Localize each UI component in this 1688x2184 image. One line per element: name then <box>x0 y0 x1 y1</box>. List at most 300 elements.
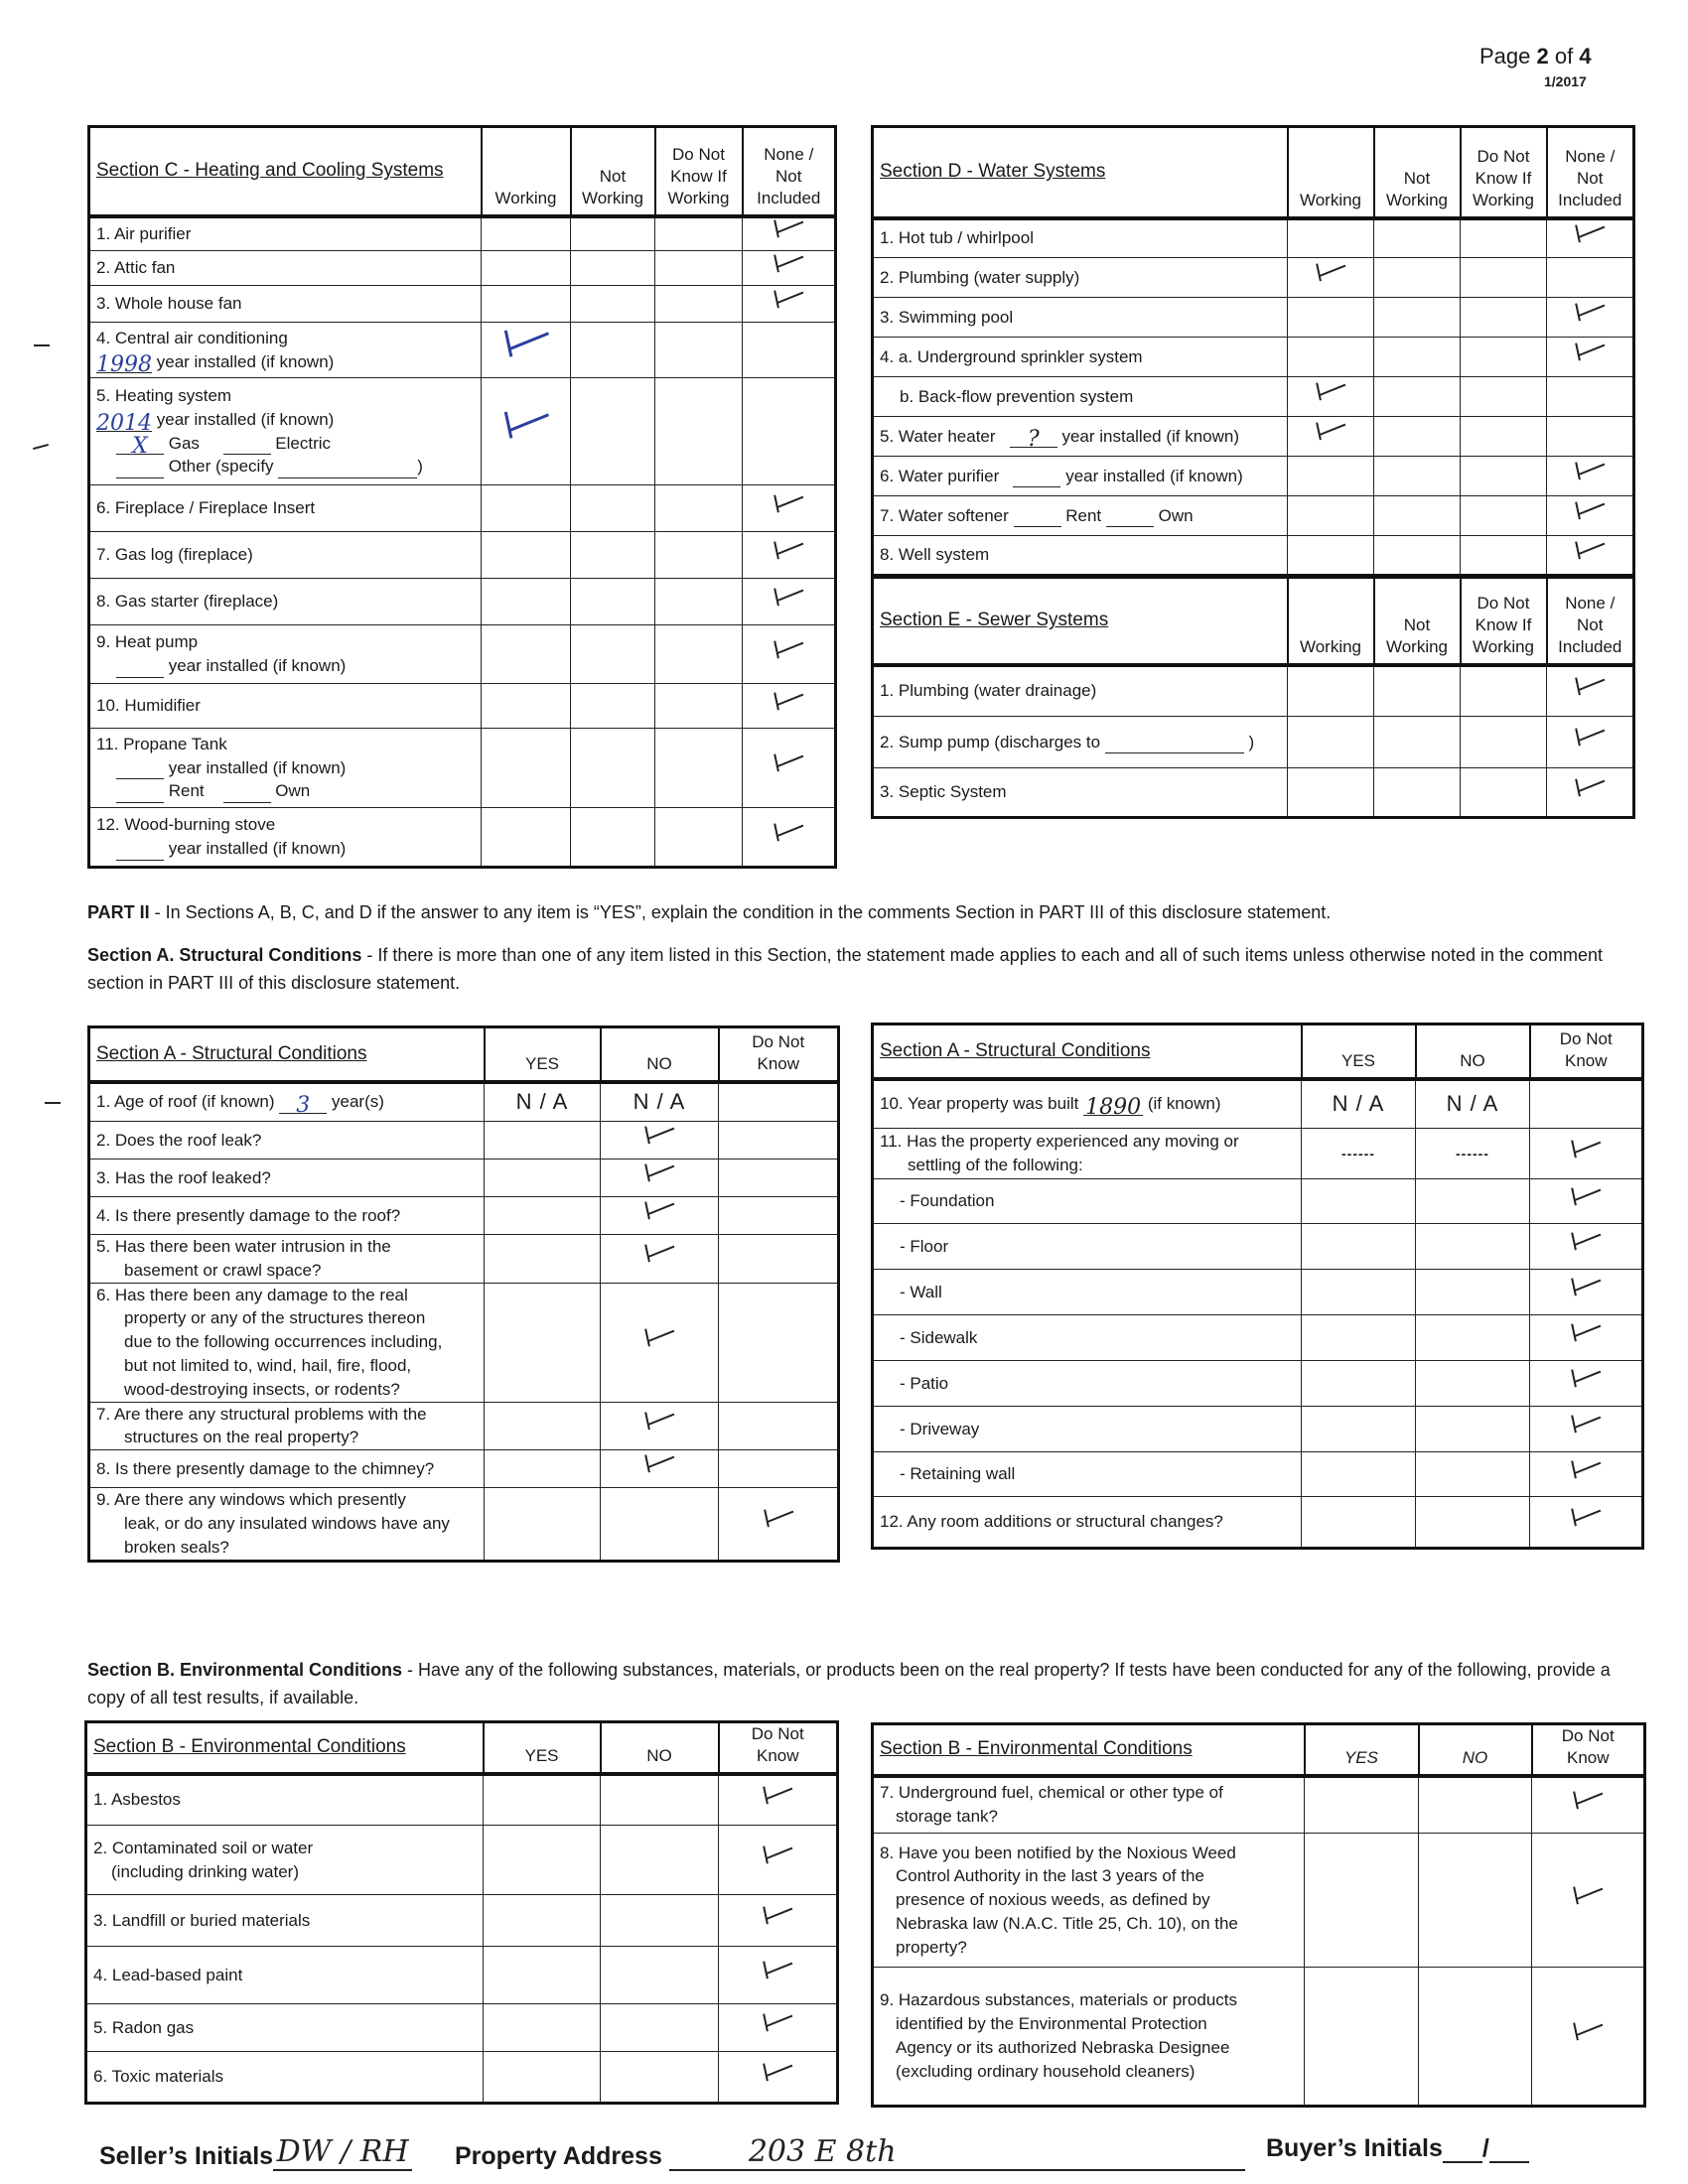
col-not-working: Not Working <box>1374 578 1461 665</box>
checkmark-icon <box>642 1416 676 1432</box>
checkbox-do-not-know[interactable] <box>655 729 743 808</box>
table-row <box>89 1122 839 1160</box>
checkbox-none[interactable] <box>1547 258 1634 298</box>
section-e-table <box>871 576 1635 819</box>
checkbox-do-not-know[interactable] <box>1530 1270 1643 1315</box>
checkbox-working[interactable] <box>1288 496 1374 536</box>
checkbox-none[interactable] <box>743 378 836 485</box>
checkmark-icon <box>1573 346 1607 362</box>
checkbox-no[interactable] <box>1416 1497 1530 1549</box>
item-label: - Foundation <box>900 1191 995 1211</box>
checkbox-do-not-know[interactable] <box>1461 417 1547 457</box>
checkbox-no[interactable] <box>601 1826 719 1895</box>
checkbox-not-working[interactable] <box>571 378 655 485</box>
electric-field[interactable] <box>223 436 271 455</box>
checkbox-none[interactable] <box>743 729 836 808</box>
checkbox-none[interactable] <box>1547 717 1634 768</box>
checkbox-working[interactable] <box>1288 338 1374 377</box>
checkbox-none[interactable] <box>743 286 836 323</box>
checkbox-no[interactable] <box>601 1947 719 2004</box>
checkbox-do-not-know[interactable] <box>1530 1361 1643 1407</box>
checkbox-yes[interactable]: N / A <box>1302 1079 1416 1129</box>
margin-mark <box>45 1102 61 1104</box>
item-label: 4. Lead-based paint <box>86 1947 484 2004</box>
item-label: 2. Attic fan <box>89 251 482 286</box>
checkbox-not-working[interactable] <box>1374 377 1461 417</box>
checkbox-no[interactable]: N / A <box>601 1082 719 1122</box>
checkbox-do-not-know[interactable] <box>1461 338 1547 377</box>
checkbox-do-not-know[interactable] <box>1530 1407 1643 1452</box>
seller-initials-field[interactable]: DW / RH <box>273 2134 412 2171</box>
checkbox-no[interactable] <box>1416 1315 1530 1361</box>
checkbox-do-not-know[interactable] <box>655 216 743 251</box>
checkbox-working[interactable] <box>482 286 571 323</box>
year-installed-field[interactable]: 1998 <box>96 352 152 378</box>
checkbox-no[interactable] <box>601 1895 719 1947</box>
checkbox-do-not-know[interactable] <box>719 1082 839 1122</box>
item-label: 8. Gas starter (fireplace) <box>89 579 482 625</box>
checkbox-working[interactable] <box>482 625 571 684</box>
checkbox-not-working[interactable] <box>571 808 655 868</box>
checkbox-do-not-know[interactable] <box>1461 665 1547 717</box>
gas-field[interactable]: X <box>116 436 164 455</box>
checkbox-do-not-know[interactable] <box>1461 496 1547 536</box>
checkbox-yes[interactable] <box>1302 1497 1416 1549</box>
checkmark-icon <box>761 1965 794 1980</box>
checkbox-do-not-know[interactable] <box>655 579 743 625</box>
col-yes: YES <box>485 1027 601 1082</box>
checkbox-no[interactable] <box>601 1774 719 1826</box>
checkbox-do-not-know[interactable] <box>1530 1079 1643 1129</box>
table-row <box>873 1315 1643 1361</box>
checkbox-yes[interactable] <box>484 1947 601 2004</box>
checkbox-yes[interactable] <box>1302 1452 1416 1497</box>
item-label: 7. Gas log (fireplace) <box>89 532 482 579</box>
item-label: 7. Underground fuel, chemical or other type of storage tank? <box>873 1776 1305 1834</box>
table-row: 10. Year property was built 1890 (if known) N / A N / A <box>873 1079 1643 1129</box>
checkmark-icon <box>642 1167 676 1183</box>
checkbox-not-working[interactable] <box>1374 218 1461 258</box>
checkbox-do-not-know[interactable] <box>1461 717 1547 768</box>
checkbox-none[interactable] <box>1547 417 1634 457</box>
checkbox-yes[interactable] <box>485 1197 601 1235</box>
checkbox-working[interactable] <box>482 579 571 625</box>
item-label: 2. Contaminated soil or water (including drinking water) <box>86 1826 484 1895</box>
checkbox-no[interactable] <box>1419 1834 1532 1968</box>
checkbox-not-working[interactable] <box>571 216 655 251</box>
year-installed-field[interactable]: 2014 <box>96 410 152 436</box>
checkmark-icon <box>1573 732 1607 748</box>
checkbox-do-not-know[interactable] <box>1461 258 1547 298</box>
checkbox-yes[interactable] <box>485 1402 601 1450</box>
checkbox-not-working[interactable] <box>1374 496 1461 536</box>
checkbox-not-working[interactable] <box>571 251 655 286</box>
checkbox-do-not-know[interactable] <box>1532 1834 1645 1968</box>
checkbox-yes[interactable] <box>485 1235 601 1284</box>
checkbox-do-not-know[interactable] <box>719 1450 839 1488</box>
checkbox-none[interactable] <box>743 216 836 251</box>
checkbox-not-working[interactable] <box>1374 536 1461 576</box>
checkbox-do-not-know[interactable] <box>1530 1315 1643 1361</box>
checkbox-not-working[interactable] <box>571 684 655 729</box>
year-installed-field[interactable] <box>1013 469 1060 487</box>
checkbox-working[interactable] <box>482 729 571 808</box>
checkbox-none[interactable] <box>1547 496 1634 536</box>
checkbox-do-not-know[interactable] <box>719 1488 839 1561</box>
checkmark-icon <box>1569 1327 1603 1343</box>
item-label: 6. Fireplace / Fireplace Insert <box>89 485 482 532</box>
checkbox-do-not-know[interactable] <box>719 2052 838 2104</box>
year-installed-field[interactable]: ? <box>1010 429 1057 448</box>
checkbox-do-not-know[interactable] <box>655 251 743 286</box>
checkbox-yes[interactable] <box>1302 1361 1416 1407</box>
margin-mark <box>33 444 49 450</box>
checkbox-no[interactable] <box>601 2052 719 2104</box>
checkbox-do-not-know[interactable] <box>1530 1179 1643 1224</box>
checkbox-working[interactable] <box>1288 768 1374 818</box>
table-row <box>89 1402 839 1450</box>
table-row <box>873 298 1634 338</box>
checkbox-do-not-know[interactable] <box>1461 536 1547 576</box>
checkbox-none[interactable] <box>1547 338 1634 377</box>
table-row: 5. Water heater ? year installed (if known) <box>873 417 1634 457</box>
col-working: Working <box>1288 578 1374 665</box>
checkbox-not-working[interactable] <box>571 485 655 532</box>
checkbox-working[interactable] <box>482 532 571 579</box>
form-revision: 1/2017 <box>1544 73 1587 89</box>
checkbox-do-not-know[interactable] <box>1530 1497 1643 1549</box>
item-label: 8. Have you been notified by the Noxious Weed Control Authority in the last 3 years of the presence of noxious weeds, as defined by Nebraska law (N.A.C. Title 25, Ch. 10), on the property? <box>873 1834 1305 1968</box>
checkbox-no[interactable] <box>601 2004 719 2052</box>
checkbox-none[interactable] <box>1547 377 1634 417</box>
checkbox-yes[interactable] <box>485 1488 601 1561</box>
item-label: - Driveway <box>900 1419 980 1438</box>
checkbox-none[interactable] <box>743 684 836 729</box>
table-row: 9. Heat pump year installed (if known) <box>89 625 836 684</box>
year-installed-field[interactable] <box>116 659 164 678</box>
checkbox-do-not-know[interactable] <box>719 2004 838 2052</box>
checkbox-do-not-know[interactable] <box>719 1774 838 1826</box>
checkbox-do-not-know[interactable] <box>719 1947 838 2004</box>
table-row <box>873 1452 1643 1497</box>
checkbox-yes[interactable] <box>1305 1776 1419 1834</box>
checkbox-working[interactable] <box>482 323 571 378</box>
property-address-field[interactable]: 203 E 8th <box>669 2134 1245 2171</box>
checkbox-do-not-know[interactable] <box>655 532 743 579</box>
checkbox-working[interactable] <box>482 808 571 868</box>
checkbox-no[interactable] <box>601 1488 719 1561</box>
checkbox-no[interactable]: N / A <box>1416 1079 1530 1129</box>
checkbox-do-not-know[interactable] <box>1461 377 1547 417</box>
checkbox-do-not-know[interactable] <box>655 625 743 684</box>
item-label: - Wall <box>900 1282 942 1301</box>
page-total: 4 <box>1579 44 1592 68</box>
item-label: - Sidewalk <box>900 1327 978 1347</box>
checkbox-do-not-know[interactable] <box>655 485 743 532</box>
checkmark-icon <box>1573 307 1607 323</box>
checkbox-working[interactable] <box>482 684 571 729</box>
section-b-title: Section B - Environmental Conditions <box>86 1722 484 1774</box>
checkbox-no[interactable] <box>1416 1179 1530 1224</box>
checkbox-none[interactable] <box>1547 536 1634 576</box>
roof-age-field[interactable]: 3 <box>279 1095 327 1114</box>
item-label: 2. Plumbing (water supply) <box>873 258 1288 298</box>
checkbox-yes[interactable] <box>485 1283 601 1402</box>
own-field[interactable] <box>1106 508 1154 527</box>
checkbox-do-not-know[interactable] <box>655 323 743 378</box>
section-d-title: Section D - Water Systems <box>873 127 1288 218</box>
checkbox-do-not-know[interactable] <box>719 1197 839 1235</box>
rent-field[interactable] <box>1014 508 1061 527</box>
checkbox-working[interactable] <box>1288 298 1374 338</box>
checkbox-no[interactable] <box>601 1402 719 1450</box>
checkbox-not-working[interactable] <box>571 286 655 323</box>
col-do-not-know: Do Not Know <box>719 1027 839 1082</box>
checkbox-no[interactable] <box>1416 1224 1530 1270</box>
checkbox-do-not-know[interactable] <box>719 1402 839 1450</box>
item-label: 6. Water purifier <box>880 466 1000 485</box>
checkmark-icon <box>761 2017 794 2033</box>
section-a-title: Section A - Structural Conditions <box>89 1027 485 1082</box>
checkbox-not-working[interactable] <box>571 729 655 808</box>
table-row <box>873 768 1634 818</box>
item-label: 7. Water softener <box>880 505 1009 525</box>
checkmark-icon <box>1314 267 1347 283</box>
checkbox-working[interactable] <box>482 251 571 286</box>
checkbox-do-not-know[interactable] <box>719 1283 839 1402</box>
checkbox-yes[interactable] <box>485 1160 601 1197</box>
section-b-intro: Section B. Environmental Conditions - Have any of the following substances, materials, or products been on the real property? If tests have been conducted for any of the following, provide a copy of all test results, if available. <box>87 1660 1611 1707</box>
checkbox-working[interactable] <box>482 216 571 251</box>
checkmark-icon <box>642 1458 676 1474</box>
checkbox-do-not-know[interactable] <box>1461 298 1547 338</box>
section-a-intro: Section A. Structural Conditions - If there is more than one of any item listed in this Section, the statement made applies to each and all of such items unless otherwise noted in the comment section in PART III of this disclosure statement. <box>87 945 1604 993</box>
checkbox-no: ------ <box>1416 1129 1530 1179</box>
checkbox-none[interactable] <box>1547 298 1634 338</box>
checkmark-icon <box>772 757 805 773</box>
section-c-title: Section C - Heating and Cooling Systems <box>89 127 482 216</box>
table-row <box>86 2004 838 2052</box>
checkbox-working[interactable] <box>1288 536 1374 576</box>
item-label: 3. Swimming pool <box>873 298 1288 338</box>
table-row: 4. Central air conditioning 1998 year installed (if known) <box>89 323 836 378</box>
checkbox-do-not-know[interactable] <box>719 1895 838 1947</box>
checkbox-none[interactable] <box>1547 218 1634 258</box>
checkbox-none[interactable] <box>743 808 836 868</box>
checkbox-yes[interactable] <box>484 1895 601 1947</box>
checkbox-none[interactable] <box>743 532 836 579</box>
table-row <box>89 485 836 532</box>
checkmark-icon <box>772 223 805 239</box>
page-current: 2 <box>1536 44 1549 68</box>
checkbox-do-not-know[interactable] <box>1532 1968 1645 2107</box>
checkbox-yes[interactable] <box>484 1826 601 1895</box>
checkbox-yes[interactable] <box>1302 1407 1416 1452</box>
checkbox-yes[interactable] <box>1302 1270 1416 1315</box>
checkmark-icon <box>500 417 551 441</box>
checkbox-yes[interactable] <box>485 1122 601 1160</box>
checkbox-working[interactable] <box>1288 665 1374 717</box>
checkbox-working[interactable] <box>482 485 571 532</box>
table-row <box>873 258 1634 298</box>
checkbox-do-not-know[interactable] <box>719 1235 839 1284</box>
buyer-initials-field-1[interactable] <box>1443 2161 1482 2163</box>
checkbox-none[interactable] <box>1547 665 1634 717</box>
checkmark-icon <box>1314 426 1347 442</box>
checkbox-no[interactable] <box>1416 1452 1530 1497</box>
checkbox-no[interactable] <box>601 1122 719 1160</box>
checkbox-do-not-know[interactable] <box>655 808 743 868</box>
year-built-field[interactable]: 1890 <box>1085 1095 1142 1121</box>
table-row: 12. Wood-burning stove year installed (if known) <box>89 808 836 868</box>
property-address-label: Property Address <box>455 2142 662 2170</box>
col-no: NO <box>1416 1024 1530 1079</box>
other-specify-field[interactable] <box>278 460 417 478</box>
checkbox-no[interactable] <box>1416 1407 1530 1452</box>
checkbox-working[interactable] <box>1288 218 1374 258</box>
checkbox-yes[interactable] <box>1302 1224 1416 1270</box>
checkbox-do-not-know[interactable] <box>1461 218 1547 258</box>
checkbox-not-working[interactable] <box>1374 298 1461 338</box>
checkmark-icon <box>772 498 805 514</box>
checkbox-yes[interactable] <box>1305 1834 1419 1968</box>
checkbox-yes[interactable] <box>484 1774 601 1826</box>
checkbox-none[interactable] <box>743 625 836 684</box>
col-none-not-included: None / Not Included <box>1547 127 1634 218</box>
checkmark-icon <box>772 258 805 274</box>
checkbox-not-working[interactable] <box>1374 338 1461 377</box>
checkmark-icon <box>772 592 805 608</box>
checkbox-not-working[interactable] <box>571 625 655 684</box>
item-label: 5. Has there been water intrusion in the basement or crawl space? <box>89 1235 485 1284</box>
checkbox-do-not-know[interactable] <box>1532 1776 1645 1834</box>
checkbox-do-not-know[interactable] <box>655 684 743 729</box>
checkmark-icon <box>1569 1191 1603 1207</box>
table-row <box>86 1826 838 1895</box>
col-yes: YES <box>1302 1024 1416 1079</box>
checkbox-do-not-know[interactable] <box>719 1826 838 1895</box>
item-label: 9. Hazardous substances, materials or products identified by the Environmental Protection Agency or its authorized Nebraska Designee (excluding ordinary household cleaners) <box>873 1968 1305 2107</box>
checkbox-none[interactable] <box>743 485 836 532</box>
checkbox-not-working[interactable] <box>1374 768 1461 818</box>
item-label: 5. Heating system <box>96 385 232 405</box>
checkbox-not-working[interactable] <box>571 579 655 625</box>
checkbox-yes[interactable] <box>485 1450 601 1488</box>
checkmark-icon <box>1573 228 1607 244</box>
checkbox-no[interactable] <box>601 1197 719 1235</box>
checkbox-no[interactable] <box>601 1283 719 1402</box>
checkbox-not-working[interactable] <box>1374 665 1461 717</box>
checkbox-yes[interactable] <box>484 2004 601 2052</box>
checkbox-working[interactable] <box>1288 457 1374 496</box>
item-label: - Patio <box>900 1373 949 1393</box>
checkbox-working[interactable] <box>1288 377 1374 417</box>
table-row <box>89 1283 839 1402</box>
other-field[interactable] <box>116 460 164 478</box>
table-row <box>89 579 836 625</box>
checkmark-icon <box>1569 1282 1603 1297</box>
buyer-initials-field-2[interactable] <box>1489 2161 1529 2163</box>
checkmark-icon <box>762 1513 795 1529</box>
checkbox-do-not-know[interactable] <box>719 1122 839 1160</box>
checkbox-do-not-know[interactable] <box>1530 1452 1643 1497</box>
checkmark-icon <box>1569 1144 1603 1160</box>
checkbox-working[interactable] <box>1288 258 1374 298</box>
checkmark-icon <box>772 696 805 712</box>
checkbox-do-not-know[interactable] <box>655 378 743 485</box>
checkbox-working[interactable] <box>1288 717 1374 768</box>
checkbox-no[interactable] <box>1416 1270 1530 1315</box>
table-row: 6. Water purifier year installed (if known) <box>873 457 1634 496</box>
checkbox-do-not-know[interactable] <box>1461 768 1547 818</box>
table-row <box>873 1968 1645 2107</box>
checkmark-icon <box>761 1910 794 1926</box>
checkbox-no[interactable] <box>601 1450 719 1488</box>
checkbox-not-working[interactable] <box>571 323 655 378</box>
checkbox-none[interactable] <box>743 579 836 625</box>
table-row <box>89 1197 839 1235</box>
checkbox-working[interactable] <box>1288 417 1374 457</box>
checkbox-not-working[interactable] <box>1374 457 1461 496</box>
checkbox-no[interactable] <box>601 1160 719 1197</box>
checkbox-no[interactable] <box>1419 1968 1532 2107</box>
checkbox-not-working[interactable] <box>1374 717 1461 768</box>
checkbox-do-not-know[interactable] <box>1530 1224 1643 1270</box>
checkbox-not-working[interactable] <box>1374 258 1461 298</box>
checkbox-yes[interactable] <box>1302 1315 1416 1361</box>
year-installed-field[interactable] <box>116 842 164 861</box>
item-label: 2. Does the roof leak? <box>89 1122 485 1160</box>
checkbox-do-not-know[interactable] <box>1530 1129 1643 1179</box>
checkmark-icon <box>772 545 805 561</box>
checkmark-icon <box>1569 1464 1603 1480</box>
checkmark-icon <box>772 294 805 310</box>
own-field[interactable] <box>223 784 271 803</box>
property-address <box>455 2134 1245 2171</box>
col-working: Working <box>1288 127 1374 218</box>
checkmark-icon <box>1569 1512 1603 1528</box>
table-row: 1. Age of roof (if known) 3 year(s) N / A N / A <box>89 1082 839 1122</box>
checkbox-not-working[interactable] <box>1374 417 1461 457</box>
checkbox-yes[interactable]: N / A <box>485 1082 601 1122</box>
checkbox-no[interactable] <box>1419 1776 1532 1834</box>
checkbox-no[interactable] <box>601 1235 719 1284</box>
rent-field[interactable] <box>116 784 164 803</box>
checkbox-none[interactable] <box>1547 457 1634 496</box>
checkbox-none[interactable] <box>743 323 836 378</box>
item-label: 1. Asbestos <box>86 1774 484 1826</box>
discharges-to-field[interactable] <box>1105 735 1244 753</box>
checkbox-no[interactable] <box>1416 1361 1530 1407</box>
checkbox-working[interactable] <box>482 378 571 485</box>
checkbox-do-not-know[interactable] <box>719 1160 839 1197</box>
year-installed-field[interactable] <box>116 760 164 779</box>
item-label: 3. Septic System <box>873 768 1288 818</box>
table-row <box>873 1361 1643 1407</box>
checkmark-icon <box>1569 1419 1603 1434</box>
checkbox-yes[interactable] <box>1302 1179 1416 1224</box>
checkbox-yes[interactable] <box>1305 1968 1419 2107</box>
checkbox-yes[interactable] <box>484 2052 601 2104</box>
checkbox-do-not-know[interactable] <box>1461 457 1547 496</box>
seller-initials-label: Seller’s Initials <box>99 2142 274 2170</box>
checkbox-not-working[interactable] <box>571 532 655 579</box>
item-label: 1. Age of roof (if known) <box>96 1092 275 1112</box>
table-row <box>873 377 1634 417</box>
checkbox-none[interactable] <box>743 251 836 286</box>
checkbox-none[interactable] <box>1547 768 1634 818</box>
checkbox-do-not-know[interactable] <box>655 286 743 323</box>
